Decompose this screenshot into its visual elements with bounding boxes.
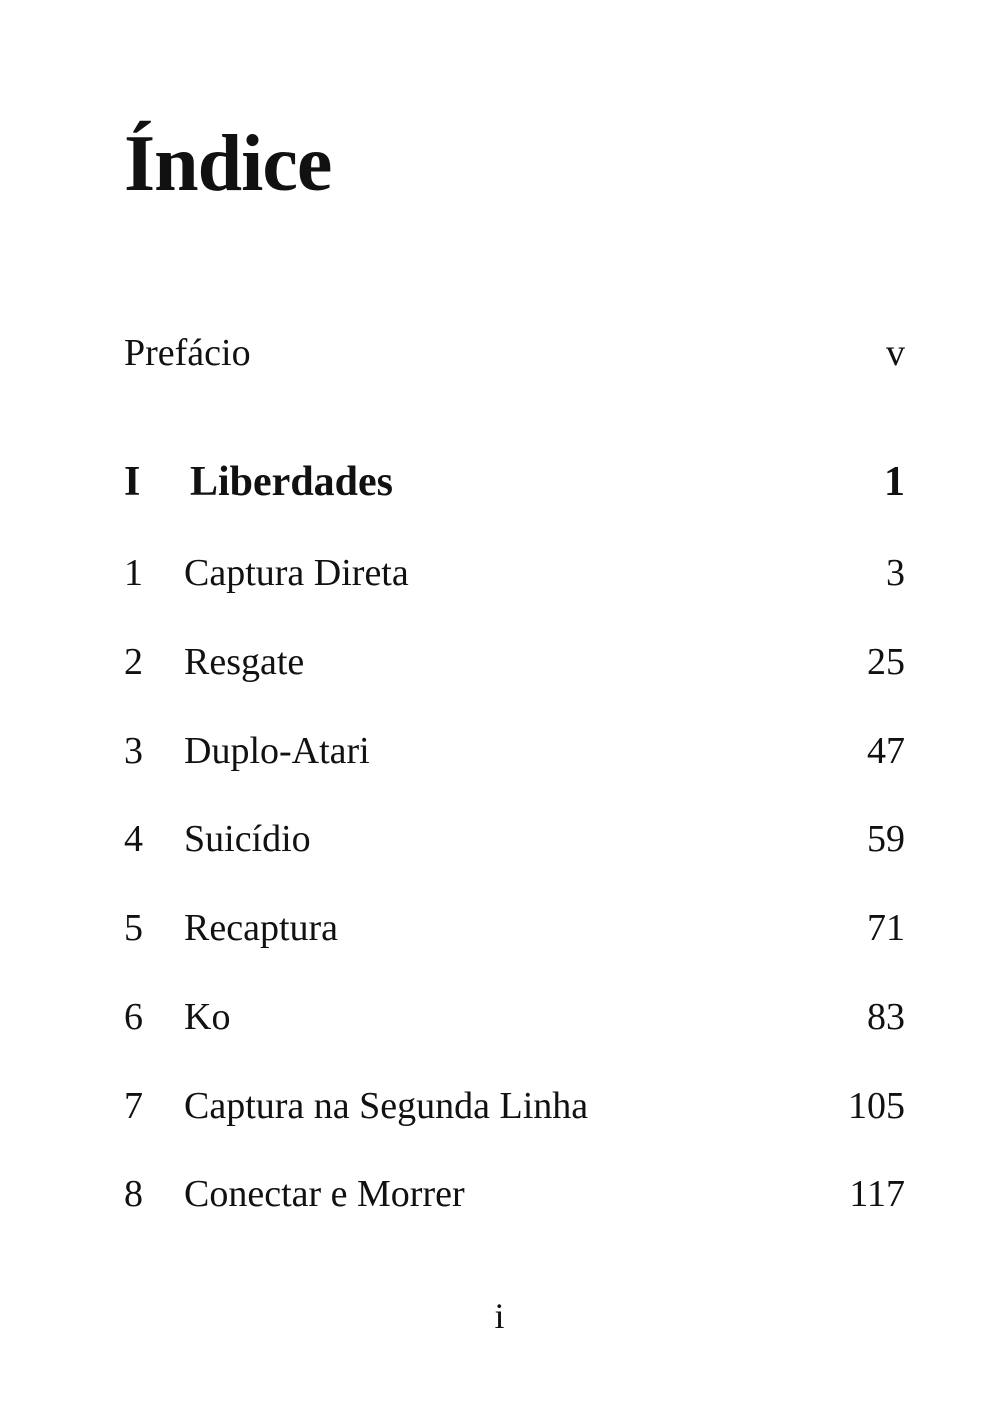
toc-part-entry[interactable] bbox=[124, 457, 905, 507]
toc-entry-preface[interactable] bbox=[124, 328, 905, 378]
toc-entry-page: v bbox=[886, 332, 905, 374]
toc-chapter-entry[interactable] bbox=[124, 903, 905, 953]
toc-chapter-entry[interactable] bbox=[124, 992, 905, 1042]
toc-chapter-entry[interactable] bbox=[124, 1081, 905, 1131]
toc-chapter-entry[interactable] bbox=[124, 637, 905, 687]
page-number: i bbox=[494, 1296, 505, 1336]
toc-entry-label: Prefácio bbox=[124, 332, 251, 374]
toc-chapter-label: Conectar e Morrer bbox=[184, 1173, 465, 1215]
toc-chapter-number: 3 bbox=[124, 730, 143, 772]
toc-chapter-entry[interactable] bbox=[124, 814, 905, 864]
toc-chapter-page: 117 bbox=[849, 1173, 905, 1215]
toc-chapter-page: 3 bbox=[886, 552, 905, 594]
toc-chapter-page: 105 bbox=[848, 1085, 905, 1127]
toc-chapter-number: 5 bbox=[124, 907, 143, 949]
toc-chapter-page: 59 bbox=[867, 818, 905, 860]
toc-part-label: Liberdades bbox=[190, 459, 394, 505]
toc-chapter-number: 8 bbox=[124, 1173, 143, 1215]
toc-chapter-entry[interactable] bbox=[124, 548, 905, 598]
toc-chapter-label: Recaptura bbox=[184, 907, 339, 949]
toc-chapter-number: 1 bbox=[124, 552, 143, 594]
toc-chapter-label: Captura Direta bbox=[184, 552, 409, 594]
toc-chapter-label: Resgate bbox=[184, 641, 305, 683]
toc-chapter-entry[interactable] bbox=[124, 726, 905, 776]
toc-chapter-page: 47 bbox=[867, 730, 905, 772]
page-title: Índice bbox=[124, 120, 332, 208]
toc-chapter-page: 83 bbox=[867, 996, 905, 1038]
toc-chapter-label: Suicídio bbox=[184, 818, 311, 860]
toc-chapter-label: Ko bbox=[184, 996, 231, 1038]
toc-chapter-number: 6 bbox=[124, 996, 143, 1038]
toc-chapter-label: Captura na Segunda Linha bbox=[184, 1085, 589, 1127]
toc-part-number: I bbox=[124, 459, 141, 505]
toc-chapter-page: 71 bbox=[867, 907, 905, 949]
toc-part-page: 1 bbox=[884, 459, 905, 505]
toc-chapter-number: 7 bbox=[124, 1085, 143, 1127]
toc-chapter-label: Duplo-Atari bbox=[184, 730, 370, 772]
toc-chapter-number: 2 bbox=[124, 641, 143, 683]
toc-chapter-entry[interactable] bbox=[124, 1169, 905, 1219]
toc-chapter-number: 4 bbox=[124, 818, 143, 860]
toc-chapter-page: 25 bbox=[867, 641, 905, 683]
